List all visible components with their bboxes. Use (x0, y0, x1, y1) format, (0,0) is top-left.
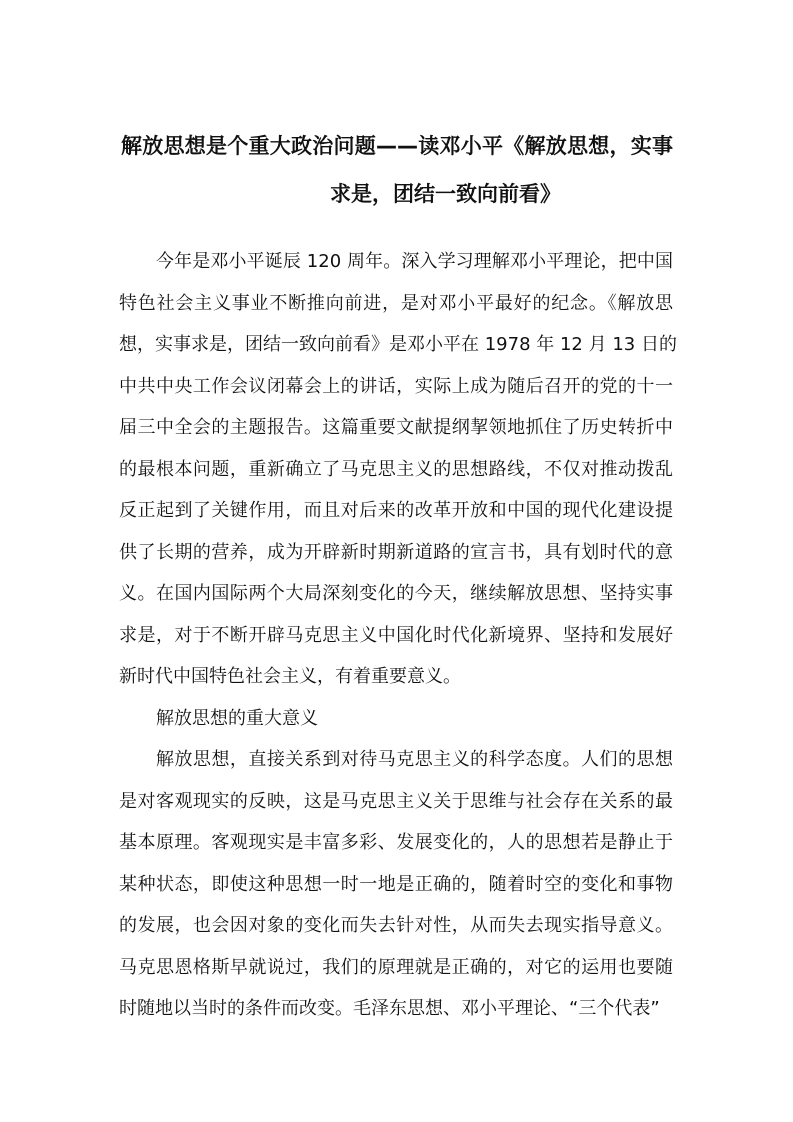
document-title-line-2: 求是，团结一致向前看》 (330, 182, 561, 206)
paragraph-line: 今年是邓小平诞辰 120 周年。深入学习理解邓小平理论，把中国 (156, 251, 673, 272)
paragraph-line: 义。在国内国际两个大局深刻变化的今天，继续解放思想、坚持实事 (119, 583, 673, 604)
paragraph-line: 届三中全会的主题报告。这篇重要文献提纲挈领地抓住了历史转折中 (119, 417, 673, 438)
paragraph-line: 中共中央工作会议闭幕会上的讲话，实际上成为随后召开的党的十一 (119, 375, 673, 397)
paragraph-line: 解放思想，直接关系到对待马克思主义的科学态度。人们的思想 (156, 749, 673, 770)
section-heading: 解放思想的重大意义 (156, 707, 318, 729)
paragraph-line: 马克思恩格斯早就说过，我们的原理就是正确的，对它的运用也要随 (119, 956, 673, 978)
paragraph-line: 基本原理。客观现实是丰富多彩、发展变化的，人的思想若是静止于 (119, 832, 673, 853)
paragraph-line: 时随地以当时的条件而改变。毛泽东思想、邓小平理论、“三个代表” (119, 998, 660, 1019)
paragraph-line: 反正起到了关键作用，而且对后来的改革开放和中国的现代化建设提 (119, 500, 673, 521)
paragraph-line: 新时代中国特色社会主义，有着重要意义。 (119, 666, 461, 687)
paragraph-line: 的最根本问题，重新确立了马克思主义的思想路线，不仅对推动拨乱 (119, 458, 673, 480)
paragraph-line: 的发展，也会因对象的变化而失去针对性，从而失去现实指导意义。 (119, 915, 673, 936)
paragraph-line: 特色社会主义事业不断推向前进，是对邓小平最好的纪念。《解放思 (119, 292, 673, 314)
paragraph-line: 求是，对于不断开辟马克思主义中国化时代化新境界、坚持和发展好 (119, 624, 673, 646)
document-title-line-1: 解放思想是个重大政治问题——读邓小平《解放思想，实事 (121, 134, 673, 158)
paragraph-line: 想，实事求是，团结一致向前看》是邓小平在 1978 年 12 月 13 日的 (119, 334, 677, 355)
paragraph-line: 是对客观现实的反映，这是马克思主义关于思维与社会存在关系的最 (119, 790, 673, 812)
paragraph-line: 供了长期的营养，成为开辟新时期新道路的宣言书，具有划时代的意 (119, 541, 673, 563)
paragraph-line: 某种状态，即使这种思想一时一地是正确的，随着时空的变化和事物 (119, 873, 673, 895)
